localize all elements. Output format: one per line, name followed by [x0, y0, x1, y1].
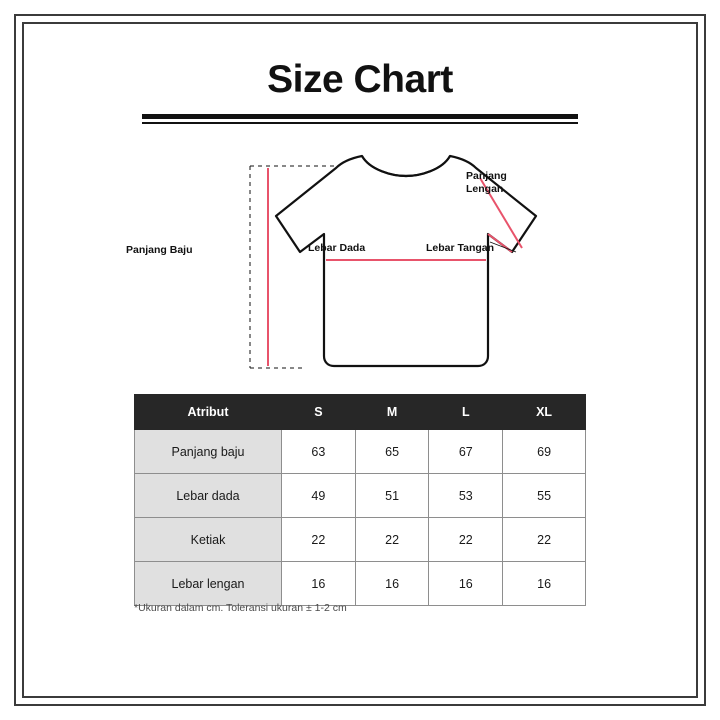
row-attribute-label: Panjang baju — [135, 430, 282, 474]
divider-thick-rule — [142, 114, 578, 119]
row-attribute-label: Ketiak — [135, 518, 282, 562]
label-lebar-dada: Lebar Dada — [308, 242, 366, 254]
cell-value: 22 — [282, 518, 356, 562]
table-header-l: L — [429, 395, 503, 430]
cell-value: 22 — [503, 518, 586, 562]
divider-thin-rule — [142, 122, 578, 124]
size-table-body — [135, 430, 586, 606]
size-table-head — [135, 395, 586, 430]
table-header-s: S — [282, 395, 356, 430]
cell-value: 53 — [429, 474, 503, 518]
size-table — [134, 394, 586, 606]
size-note: *Ukuran dalam cm. Toleransi ukuran ± 1-2 cm — [134, 602, 347, 614]
table-header-row — [135, 395, 586, 430]
cell-value: 65 — [355, 430, 429, 474]
cell-value: 22 — [429, 518, 503, 562]
cell-value: 69 — [503, 430, 586, 474]
cell-value: 16 — [282, 562, 356, 606]
cell-value: 63 — [282, 430, 356, 474]
table-row — [135, 430, 586, 474]
page-title: Size Chart — [267, 58, 453, 101]
row-attribute-label: Lebar lengan — [135, 562, 282, 606]
cell-value: 67 — [429, 430, 503, 474]
cell-value: 22 — [355, 518, 429, 562]
tshirt-illustration-svg — [130, 130, 590, 380]
table-row — [135, 518, 586, 562]
label-lebar-tangan: Lebar Tangan — [426, 242, 495, 254]
label-panjang-lengan — [466, 170, 507, 196]
row-attribute-label: Lebar dada — [135, 474, 282, 518]
table-header-attribute: Atribut — [135, 395, 282, 430]
table-header-xl: XL — [503, 395, 586, 430]
title-divider — [142, 114, 578, 124]
table-row — [135, 562, 586, 606]
tshirt-diagram — [126, 130, 590, 380]
label-panjang-lengan-line1: Panjang — [466, 170, 507, 182]
table-row — [135, 474, 586, 518]
table-header-m: M — [355, 395, 429, 430]
label-panjang-baju: Panjang Baju — [126, 244, 193, 256]
cell-value: 49 — [282, 474, 356, 518]
label-panjang-lengan-line2: Lengan — [466, 183, 504, 195]
cell-value: 51 — [355, 474, 429, 518]
cell-value: 16 — [355, 562, 429, 606]
cell-value: 16 — [429, 562, 503, 606]
cell-value: 16 — [503, 562, 586, 606]
page-content — [22, 22, 698, 698]
cell-value: 55 — [503, 474, 586, 518]
